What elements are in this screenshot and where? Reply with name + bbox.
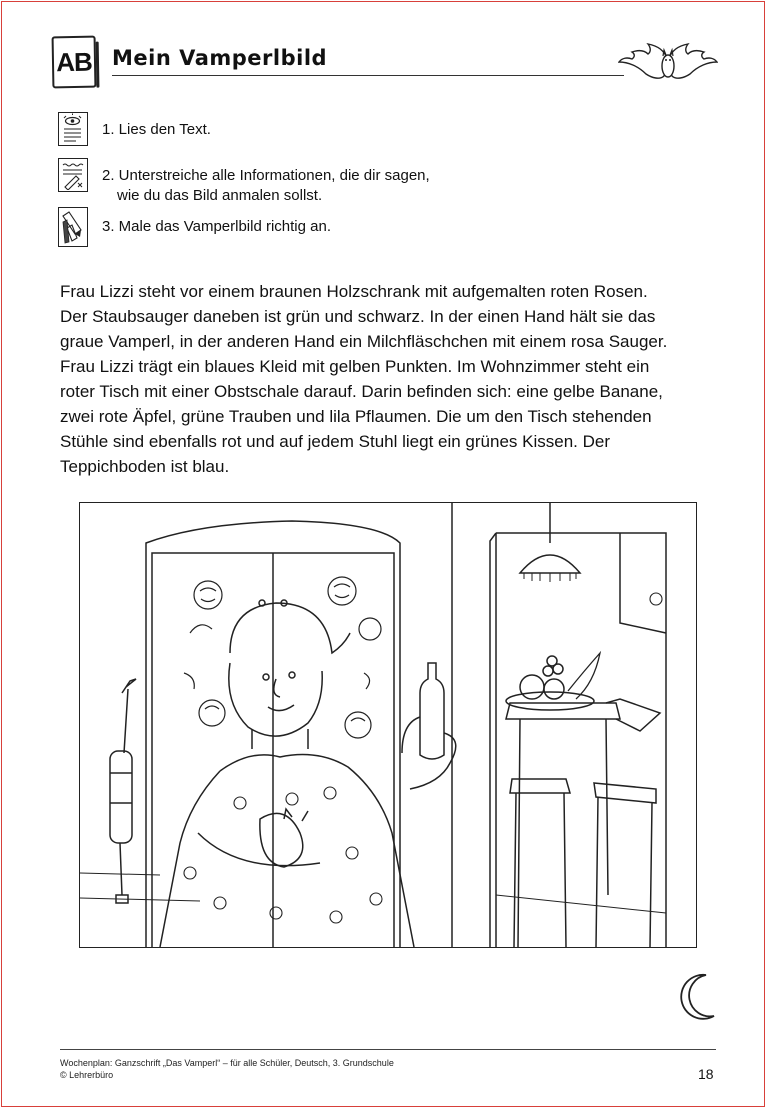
task-2-line: 2. Unterstreiche alle Informationen, die dir sagen,: [102, 167, 430, 184]
task-color: [58, 207, 331, 247]
task-read: [58, 112, 211, 146]
frau-lizzi: [160, 603, 456, 947]
footer-credits: [60, 1057, 394, 1081]
story-line: Der Staubsauger daneben ist grün und schwarz. In der einen Hand hält sie das: [60, 307, 656, 326]
task-1-text: 1. Lies den Text.: [102, 121, 211, 138]
vacuum-cleaner: [110, 679, 136, 903]
story-line: Frau Lizzi steht vor einem braunen Holzschrank mit aufgemalten roten Rosen.: [60, 282, 648, 301]
task-2-subline: wie du das Bild anmalen sollst.: [117, 187, 323, 204]
story-text: [60, 279, 710, 479]
story-line: zwei rote Äpfel, grüne Trauben und lila Pflaumen. Die um den Tisch stehenden: [60, 407, 652, 426]
story-line: roter Tisch mit einer Obstschale darauf. Darin befinden sich: eine gelbe Banane,: [60, 382, 663, 401]
underline-pencil-icon: [58, 158, 88, 192]
worksheet-badge: [52, 36, 97, 89]
story-line: Frau Lizzi trägt ein blaues Kleid mit gelben Punkten. Im Wohnzimmer steht ein: [60, 357, 650, 376]
crescent-moon-icon: [676, 972, 718, 1022]
task-3-text: 3. Male das Vamperlbild richtig an.: [102, 218, 331, 235]
bat-icon: [618, 40, 718, 86]
story-line: graue Vamperl, in der anderen Hand ein Milchfläschchen mit einem rosa Sauger.: [60, 332, 668, 351]
story-line: Stühle sind ebenfalls rot und auf jedem Stuhl liegt ein grünes Kissen. Der: [60, 432, 610, 451]
footer-rule: [60, 1049, 716, 1050]
page-number: 18: [698, 1066, 714, 1082]
footer-source: Wochenplan: Ganzschrift „Das Vamperl“ – für alle Schüler, Deutsch, 3. Grundschule: [60, 1058, 394, 1068]
wardrobe: [146, 521, 400, 947]
crayons-icon: [58, 207, 88, 247]
doorway: [452, 503, 666, 947]
footer-copyright: © Lehrerbüro: [60, 1070, 114, 1080]
page-title: Mein Vamperlbild: [112, 46, 328, 70]
story-line: Teppichboden ist blau.: [60, 457, 230, 476]
title-underline: [112, 75, 624, 76]
task-2-text: [102, 158, 430, 206]
task-underline: [58, 158, 430, 206]
eye-reading-icon: [58, 112, 88, 146]
coloring-illustration: [79, 502, 697, 948]
worksheet-badge-label: AB: [55, 46, 93, 77]
